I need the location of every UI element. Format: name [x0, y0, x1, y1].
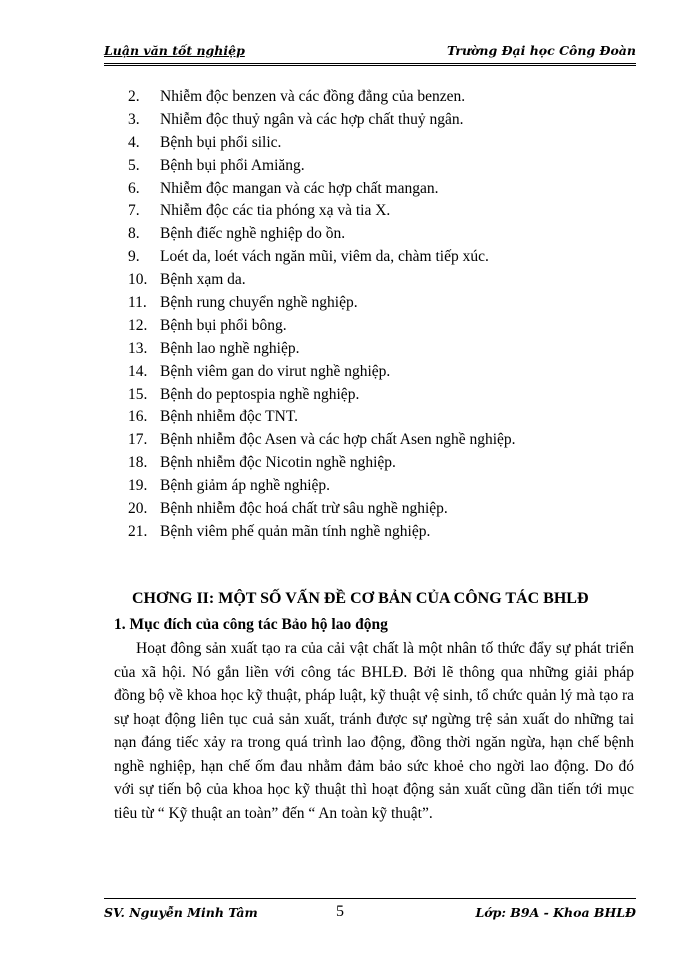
list-item-number: 9. [128, 248, 140, 266]
list-item-number: 20. [128, 500, 148, 518]
list-item-number: 7. [128, 202, 140, 220]
list-item-text: Nhiễm độc mangan và các hợp chất mangan. [160, 179, 439, 197]
list-item-number: 4. [128, 133, 140, 151]
list-item-text: Bệnh lao nghề nghiệp. [160, 339, 300, 357]
list-item-text: Bệnh viêm phế quản mãn tính nghề nghiệp. [160, 522, 431, 540]
list-item-number: 19. [128, 477, 148, 495]
list-item-text: Bệnh nhiễm độc hoá chất trừ sâu nghề nghiệp. [160, 500, 448, 518]
page-header [104, 40, 636, 62]
list-item [128, 132, 516, 155]
list-item [128, 246, 516, 269]
list-item [128, 86, 516, 109]
list-item-number: 6. [128, 179, 140, 197]
list-item-text: Bệnh viêm gan do virut nghề nghiệp. [160, 362, 391, 380]
list-item-number: 8. [128, 225, 140, 243]
header-divider [104, 63, 636, 66]
list-item [128, 406, 516, 429]
list-item [128, 452, 516, 475]
list-item-number: 18. [128, 454, 148, 472]
list-item-text: Bệnh rung chuyển nghề nghiệp. [160, 294, 358, 312]
list-item-text: Bệnh xạm da. [160, 271, 246, 289]
list-item-number: 2. [128, 88, 140, 105]
list-item-number: 11. [128, 294, 147, 312]
list-item-text: Bệnh bụi phổi Amiăng. [160, 156, 305, 174]
list-item-text: Nhiễm độc thuỷ ngân và các hợp chất thuỷ ngân. [160, 110, 464, 128]
list-item-text: Bệnh bụi phổi silic. [160, 133, 282, 151]
list-item-text: Loét da, loét vách ngăn mũi, viêm da, chàm tiếp xúc. [160, 248, 489, 266]
list-item-number: 12. [128, 316, 148, 334]
list-item-text: Bệnh nhiễm độc Asen và các hợp chất Asen nghề nghiệp. [160, 431, 516, 449]
list-item [128, 155, 516, 178]
list-item-text: Bệnh giảm áp nghề nghiệp. [160, 477, 331, 495]
list-item-number: 5. [128, 156, 140, 174]
list-item-text: Bệnh do peptospia nghề nghiệp. [160, 385, 360, 403]
list-item [128, 269, 516, 292]
chapter-title: CHƠNG II: MỘT SỐ VẤN ĐỀ CƠ BẢN CỦA CÔNG TÁC BHLĐ [132, 590, 589, 607]
disease-list [128, 86, 516, 544]
list-item [128, 292, 516, 315]
list-item-number: 15. [128, 385, 148, 403]
list-item-text: Bệnh nhiễm độc Nicotin nghề nghiệp. [160, 454, 396, 472]
list-item-text: Bệnh bụi phổi bông. [160, 316, 287, 334]
header-left-text: Luận văn tốt nghiệp [104, 43, 245, 58]
list-item [128, 521, 516, 544]
list-item [128, 223, 516, 246]
list-item-text: Nhiễm độc benzen và các đồng đẳng của benzen. [160, 88, 466, 105]
list-item [128, 200, 516, 223]
list-item-text: Nhiễm độc các tia phóng xạ và tia X. [160, 202, 391, 220]
list-item [128, 338, 516, 361]
footer-class: Lớp: B9A - Khoa BHLĐ [475, 905, 636, 920]
list-item-number: 14. [128, 362, 148, 380]
section-title: 1. Mục đích của công tác Bảo hộ lao động [114, 616, 388, 633]
list-item [128, 109, 516, 132]
footer-author: SV. Nguyễn Minh Tâm [104, 905, 258, 920]
page-number: 5 [336, 903, 344, 920]
list-item [128, 429, 516, 452]
list-item-text: Bệnh nhiễm độc TNT. [160, 408, 299, 426]
list-item-number: 17. [128, 431, 148, 449]
list-item-number: 10. [128, 271, 148, 289]
page-footer [104, 903, 636, 925]
list-item [128, 384, 516, 407]
list-item-number: 16. [128, 408, 148, 426]
list-item-number: 13. [128, 339, 148, 357]
list-item [128, 475, 516, 498]
list-item-text: Bệnh điếc nghề nghiệp do ồn. [160, 225, 346, 243]
list-item-number: 3. [128, 110, 140, 128]
body-paragraph: Hoạt đông sản xuất tạo ra của cải vật chất là một nhân tố thức đẩy sự phát triển của xã hội. Nó gắn liền với công tác BHLĐ. Bởi lẽ thông qua những giải pháp đồng bộ về khoa học kỹ thuật, pháp luật, kỹ thuật vệ sinh, tổ chức quản lý mà tạo ra sự hoạt động liên tục cuả sản xuất, tránh được sự ngừng trệ sản xuất do những tai nạn đáng tiếc xảy ra trong quá trình lao động, đồng thời ngăn ngừa, hạn chế bệnh nghề nghiệp, hạn chế ốm đau nhằm đảm bảo sức khoẻ cho ngời lao động. Do đó với sự tiến bộ của khoa học kỹ thuật thì hoạt động sản xuất cũng dần tiến tới mục tiêu từ “ Kỹ thuật an toàn” đến “ An toàn kỹ thuật”. [114, 640, 634, 822]
list-item-number: 21. [128, 522, 148, 540]
list-item [128, 315, 516, 338]
list-item [128, 361, 516, 384]
footer-divider [104, 898, 636, 899]
list-item [128, 498, 516, 521]
list-item [128, 178, 516, 201]
header-right-text: Trường Đại học Công Đoàn [446, 43, 636, 58]
